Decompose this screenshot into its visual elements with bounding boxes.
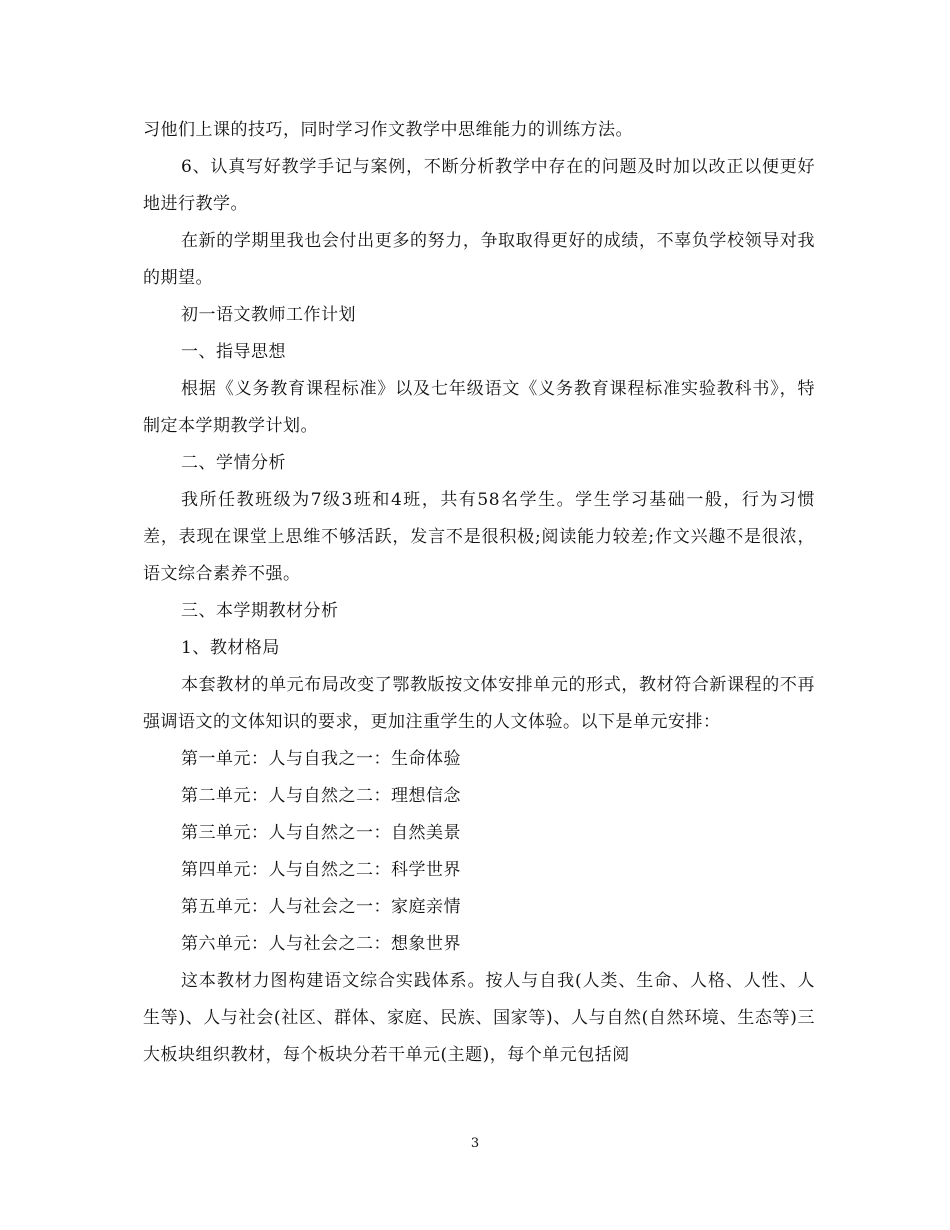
- section-heading: 三、本学期教材分析: [181, 601, 339, 621]
- section-heading: 二、学情分析: [181, 453, 286, 473]
- paragraph: 这本教材力图构建语文综合实践体系。按人与自我(人类、生命、人格、人性、人生等)、人与社会(社区、群体、家庭、民族、国家等)、人与自然(自然环境、生态等)三大板块组织教材，每个板块分若干单元(主题)，每个单元包括阅: [143, 971, 815, 1065]
- paragraph: 本套教材的单元布局改变了鄂教版按文体安排单元的形式，教材符合新课程的不再强调语文的文体知识的要求，更加注重学生的人文体验。以下是单元安排：: [143, 675, 815, 732]
- paragraph: 我所任教班级为7级3班和4班，共有58名学生。学生学习基础一般，行为习惯差，表现在课堂上思维不够活跃，发言不是很积极;阅读能力较差;作文兴趣不是很浓，语文综合素养不强。: [143, 490, 815, 584]
- paragraph: 在新的学期里我也会付出更多的努力，争取取得更好的成绩，不辜负学校领导对我的期望。: [143, 231, 815, 288]
- unit-list-item: 第四单元：人与自然之二：科学世界: [181, 860, 461, 880]
- unit-list-item: 第三单元：人与自然之一：自然美景: [181, 823, 461, 843]
- unit-list-item: 第五单元：人与社会之一：家庭亲情: [181, 897, 461, 917]
- section-heading: 一、指导思想: [181, 342, 286, 362]
- paragraph: 6、认真写好教学手记与案例，不断分析教学中存在的问题及时加以改正以便更好地进行教学。: [143, 157, 815, 214]
- paragraph: 根据《义务教育课程标准》以及七年级语文《义务教育课程标准实验教科书》，特制定本学期教学计划。: [143, 379, 815, 436]
- page-number: 3: [470, 1136, 480, 1151]
- paragraph: 习他们上课的技巧，同时学习作文教学中思维能力的训练方法。: [143, 120, 633, 140]
- unit-list-item: 第二单元：人与自然之二：理想信念: [181, 786, 461, 806]
- unit-list-item: 第一单元：人与自我之一：生命体验: [181, 749, 461, 769]
- document-body: [143, 112, 815, 1074]
- unit-list-item: 第六单元：人与社会之二：想象世界: [181, 934, 461, 954]
- section-title: 初一语文教师工作计划: [181, 305, 356, 325]
- subsection-heading: 1、教材格局: [181, 638, 280, 658]
